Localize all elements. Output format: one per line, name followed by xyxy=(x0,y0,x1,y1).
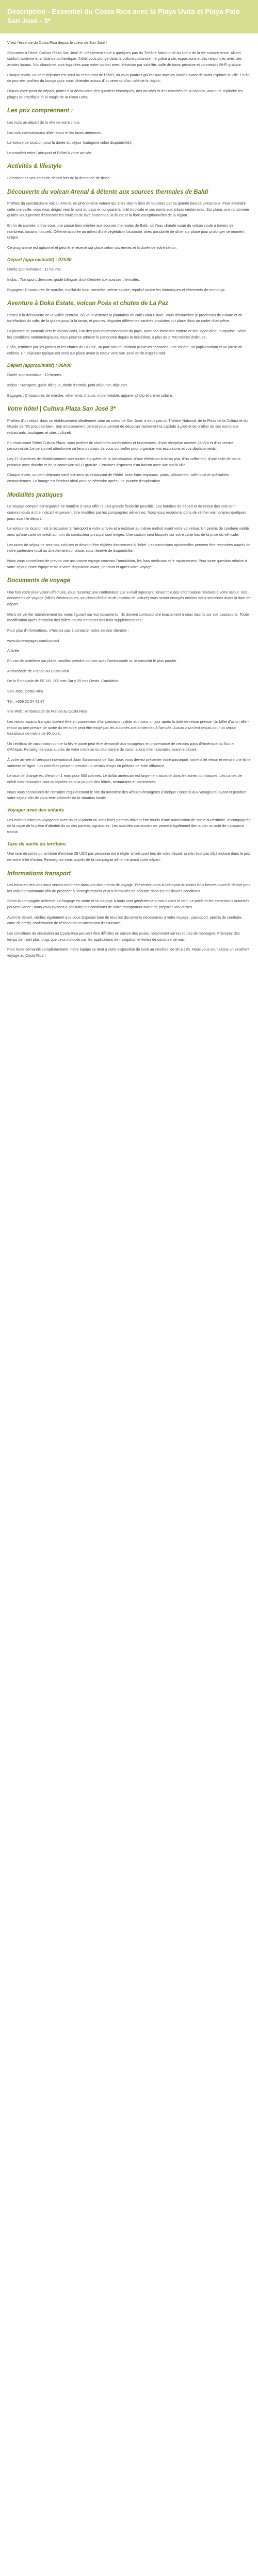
paragraph: San José, Costa Rica xyxy=(7,688,43,693)
paragraph: Une taxe de sortie du territoire d'environ 29 USD par personne est à régler à l'aéroport lors de votre départ, si elle n'est pas déjà incluse dans le prix de votre billet d'avion. Renseignez-vous auprès de la compagnie aérienne avant votre départ. xyxy=(7,851,250,862)
paragraph: Selon la compagnie aérienne, un bagage en soute et un bagage à main sont généralement inclus dans le tarif. Le poids et les dimensions autorisés peuvent varier ; nous vous invitons à consulter les conditions de votre transporteur avant de préparer vos valises. xyxy=(7,899,250,909)
paragraph: Inclus : Transport, guide bilingue, droits d'entrée, petit-déjeuner, déjeuner. xyxy=(7,383,128,387)
paragraph: www.dunevoyages.com/contact xyxy=(7,638,59,643)
paragraph: Enfin, terminez par les jardins et les chutes de La Paz, un parc naturel abritant plusieurs cascades, une volière, un papillonarium et un jardin de colibris. Un déjeuner typique est servi sur place avant le retour vers San José en fin d'après-midi. xyxy=(7,345,243,356)
paragraph: Tél : +506 22 34 41 67 xyxy=(7,699,45,704)
paragraph: La voiture de location est à récupérer à l'aéroport à votre arrivée et à restituer au même endroit avant votre vol retour. Un permis de conduire valide ainsi qu'une carte de crédit au nom du conducteur principal sont exigés. Une caution sera bloquée sur votre carte lors de la prise du véhicule. xyxy=(7,526,249,537)
subsection-heading: Départ (approximatif) : 07h30 xyxy=(7,257,72,262)
section-uvita xyxy=(7,300,251,398)
paragraph: Arrivée xyxy=(7,648,19,653)
paragraph: En fin de journée, offrez-vous une pause bien méritée aux sources thermales de Baldi, où l'eau chaude issue du volcan coule à travers de nombreux bassins naturels. Détente assurée au milieu d'une végétation luxuriante, avec possibilité de dîner sur place pour prolonger ce moment unique. xyxy=(7,223,245,240)
paragraph: Bagages : Chaussures de marche, vêtements chauds, imperméable, appareil photo et crème solaire. xyxy=(7,393,173,398)
paragraph: Nous vous conseillons de prévoir une assurance voyage couvrant l'annulation, les frais médicaux et le rapatriement. Pour toute question relative à votre séjour, notre équipe reste à votre disposition avant, pendant et après votre voyage. xyxy=(7,558,247,569)
paragraph: La journée se poursuit vers le volcan Poás, l'un des plus impressionnants du pays, avec son immense cratère et son lagon d'eau turquoise. Selon les conditions météorologiques, vous pourrez admirer le panorama depuis le belvédère, à plus de 2 700 mètres d'altitude. xyxy=(7,329,247,340)
section-heading: Activités & lifestyle xyxy=(7,163,62,170)
paragraph: Les enfants mineurs voyageant avec un seul parent ou sans leurs parents doivent être munis d'une autorisation de sortie du territoire, accompagnée de la copie de la pièce d'identité du ou des parents signataires. Les autorités costariciennes peuvent également demander un acte de naissance traduit. xyxy=(7,817,251,834)
paragraph: Une fois votre réservation effectuée, vous recevrez une confirmation par e-mail reprenant l'ensemble des informations relatives à votre séjour. Vos documents de voyage (billets électroniques, vouchers d'hôtel et de location de voiture) vous seront envoyés environ deux semaines avant la date de départ. xyxy=(7,589,251,606)
section-heading: Les prix comprennent : xyxy=(7,108,73,114)
section-heading: Informations transport xyxy=(7,870,71,877)
section-hotel xyxy=(7,405,251,484)
paragraph: Les taxes de séjour ne sont pas incluses et devront être réglées directement à l'hôtel. Les excursions optionnelles peuvent être réservées auprès de notre partenaire local ou directement sur place, sous réserve de disponibilité. xyxy=(7,542,251,553)
paragraph: Partez à la découverte de la vallée centrale, où vous visiterez la plantation de café Doka Estate. Vous découvrirez le processus de culture et de torréfaction du café, de la graine jusqu'à la tasse, et pourrez déguster différentes variétés produites sur place dans un cadre champêtre. xyxy=(7,312,243,324)
paragraph: Profitez d'un séjour dans un établissement idéalement situé au coeur de San José, à deux pas du Théâtre National, de la Plaza de la Cultura et du Musée de l'Or précolombien. Son emplacement central vous permet de découvrir facilement la capitale à pied et de profiter de ses nombreux restaurants, boutiques et sites culturels. xyxy=(7,418,248,435)
paragraph: Merci de vérifier attentivement les noms figurant sur vos documents : ils doivent correspondre exactement à ceux inscrits sur vos passeports. Toute modification après émission des billets pourra entraîner des frais supplémentaires. xyxy=(7,612,249,623)
paragraph: Les nuits au départ de la ville de votre choix. xyxy=(7,120,80,125)
section-info xyxy=(7,870,251,959)
paragraph: Sélectionnez vos dates de départ lors de la demande de devis. xyxy=(7,176,111,180)
article-body xyxy=(0,33,258,973)
paragraph: Le voyage complet est organisé de manière à vous offrir la plus grande flexibilité possible. Les horaires de départ et de retour des vols sont communiqués à titre indicatif et peuvent être modifiés par les compagnies aériennes. Nous vous recommandons de vérifier vos horaires quelques jours avant le départ. xyxy=(7,504,247,521)
paragraph: Ambassade de France au Costa Rica xyxy=(7,668,69,673)
paragraph: Pour plus d'informations, n'hésitez pas à contacter notre service clientèle : xyxy=(7,628,129,633)
section-documents xyxy=(7,577,251,715)
paragraph: Site Web : Ambassade de France au Costa Rica xyxy=(7,709,87,714)
section-sanjose xyxy=(7,189,251,293)
paragraph: Chaque matin, un petit-déjeuner est servi au restaurant de l'hôtel, où vous pourrez goûter aux saveurs locales avant de partir explorer la ville. En fin de journée, profitez du lounge pour vous détendre autour d'un verre ou d'un café de la région. xyxy=(7,72,250,83)
paragraph: Pour toute demande complémentaire, notre équipe se tient à votre disposition du lundi au vendredi de 9h à 18h. Nous vous souhaitons un excellent voyage au Costa Rica ! xyxy=(7,947,250,958)
paragraph: Les vols internationaux aller-retour et les taxes aériennes. xyxy=(7,130,103,135)
subsection-heading: Taxe de sortie du territoire xyxy=(7,841,66,846)
paragraph: Le transfert entre l'aéroport et l'hôtel à votre arrivée. xyxy=(7,150,92,155)
paragraph: Inclus : Transport, déjeuner, guide bilingue, droit d'entrée aux sources thermales. xyxy=(7,277,140,282)
section-heading: Documents de voyage xyxy=(7,578,71,584)
paragraph: Durée approximative : 10 heures. xyxy=(7,372,62,378)
paragraph: Avant le départ, vérifiez également que vous disposez bien de tous les documents nécessaires à votre voyage : passeport, permis de conduire, carte de crédit, confirmation de réservation et attestation d'assurance. xyxy=(7,914,243,926)
paragraph: Le taux de change est d'environ 1 euro pour 600 colones. Le dollar américain est largement accepté dans les zones touristiques. Les cartes de crédit internationales sont acceptées dans la plupart des hôtels, restaurants et commerces. xyxy=(7,773,242,785)
paragraph: Depuis votre point de départ, partez à la découverte des quartiers historiques, des musées et des marchés de la capitale, avant de rejoindre les plages du Pacifique et la magie de la Playa Uvita. xyxy=(7,89,243,99)
paragraph: En cas de problème sur place, veuillez prendre contact avec l'ambassade ou le consulat le plus proche. xyxy=(7,658,178,663)
section-heading: Modalités pratiques xyxy=(7,492,63,498)
page-banner xyxy=(0,0,258,33)
paragraph: Un certificat de vaccination contre la fièvre jaune peut être demandé aux voyageurs en provenance de certains pays d'Amérique du Sud et d'Afrique. Renseignez-vous auprès de votre médecin ou d'un centre de vaccinations internationales avant le départ. xyxy=(7,741,235,752)
subsection-heading: Départ (approximatif) : 06h00 xyxy=(7,362,72,368)
section-heading: Découverte du volcan Arenal & détente aux sources thermales de Baldi xyxy=(7,189,208,195)
section-prices xyxy=(7,107,251,156)
section-entry xyxy=(7,719,251,863)
paragraph: Durée approximative : 11 heures. xyxy=(7,267,62,272)
paragraph: Les ressortissants français doivent être en possession d'un passeport valide au moins un jour après la date de retour prévue. Un billet d'avion aller-retour ou une preuve de sortie du territoire peut être exigé par les autorités costariciennes à l'arrivée. Aucun visa n'est requis pour un séjour touristique de moins de 90 jours. xyxy=(7,719,249,736)
section-heading: Votre hôtel | Cultura Plaza San José 3* xyxy=(7,406,116,413)
paragraph: La voiture de location pour la durée du séjour (catégorie selon disponibilité). xyxy=(7,140,132,145)
section-heading: Aventure à Doka Estate, volcan Poás et chutes de La Paz xyxy=(7,300,168,307)
paragraph: Ce programme est optionnel et peut être réservé sur place selon vos envies et la durée de votre séjour. xyxy=(7,245,177,250)
paragraph: Les conditions de circulation au Costa Rica peuvent être difficiles en saison des pluies, notamment sur les routes de montagne. Prévoyez des temps de trajet plus longs que ceux indiqués par les applications de navigation et évitez de conduire de nuit. xyxy=(7,930,240,942)
paragraph: De la Embajada de EE.UU. 200 mts Sur y 25 mts Oeste, Curridabat xyxy=(7,679,119,684)
paragraph: Bagages : Chaussures de marche, maillot de bain, serviette, crème solaire, répulsif contre les moustiques et vêtements de rechange. xyxy=(7,287,226,292)
paragraph: À votre arrivée à l'aéroport international Juan Santamaría de San José, vous devrez présenter votre passeport, votre billet retour et remplir une fiche sanitaire en ligne. Les contrôles peuvent prendre un certain temps en période de forte affluence. xyxy=(7,757,251,768)
paragraph: Séjournez à l'Hotel Cultura Plaza San José 3*, idéalement situé à quelques pas du Théâtre National et au coeur de la vie costaricienne. Alliant confort moderne et ambiance authentique, l'hôtel vous plonge dans la culture costaricienne grâce à ses expositions et ses rencontres avec des artistes locaux. Vos chambres sont équipées pour votre confort avec télévision par satellite, salle de bains privative et connexion Wi-Fi gratuite. xyxy=(7,50,242,67)
section-activities xyxy=(7,163,251,181)
page-title: Description - Essentiel du Costa Rica avec la Playa Uvita et Playa Palo San José - 3* xyxy=(7,8,240,25)
subsection-heading: Voyager avec des enfants xyxy=(7,807,64,813)
paragraph: Chaque matin, un petit-déjeuner varié est servi au restaurant de l'hôtel, avec fruits tropicaux, pains, pâtisseries, café local et spécialités costariciennes. Le lounge est l'endroit idéal pour se détendre après une journée d'exploration. xyxy=(7,472,229,484)
paragraph: Les horaires des vols vous seront confirmés dans vos documents de voyage. Présentez-vous à l'aéroport au moins trois heures avant le départ pour les vols internationaux afin de procéder à l'enregistrement et aux formalités de sécurité dans les meilleures conditions. xyxy=(7,883,251,893)
section-modalities xyxy=(7,492,251,570)
section-intro xyxy=(7,40,251,100)
paragraph: Les 27 chambres de l'établissement sont toutes équipées de la climatisation, d'une télévision à écran plat, d'un coffre-fort, d'une salle de bains privative avec douche et de la connexion Wi-Fi gratuite. Certaines disposent d'un balcon avec vue sur la ville. xyxy=(7,456,241,467)
paragraph: Profitez du spectaculaire volcan Arenal, un phénomène naturel qui attire des milliers de touristes par sa grande beauté volcanique. Pour atteindre cette merveille, vous vous dirigez vers le nord du pays en longeant la forêt tropicale et ses nombreux arbres centenaires. Sur place, une randonnée guidée vous permet d'observer les coulées de lave anciennes, la faune et la flore exceptionnelles de la région. xyxy=(7,201,249,218)
paragraph: En choisissant l'hôtel Cultura Plaza, vous profitez de chambres confortables et lumineuses, d'une réception ouverte 24h/24 et d'un service personnalisé. Le personnel attentionné se fera un plaisir de vous conseiller pour organiser vos excursions et vos déplacements. xyxy=(7,440,234,451)
paragraph: Nous vous conseillons de consulter régulièrement le site du ministère des Affaires étrangères (rubrique Conseils aux voyageurs) avant et pendant votre séjour afin de vous tenir informés de la situation locale. xyxy=(7,789,247,801)
paragraph: Vivez l'essence du Costa Rica depuis le coeur de San José ! xyxy=(7,40,107,45)
